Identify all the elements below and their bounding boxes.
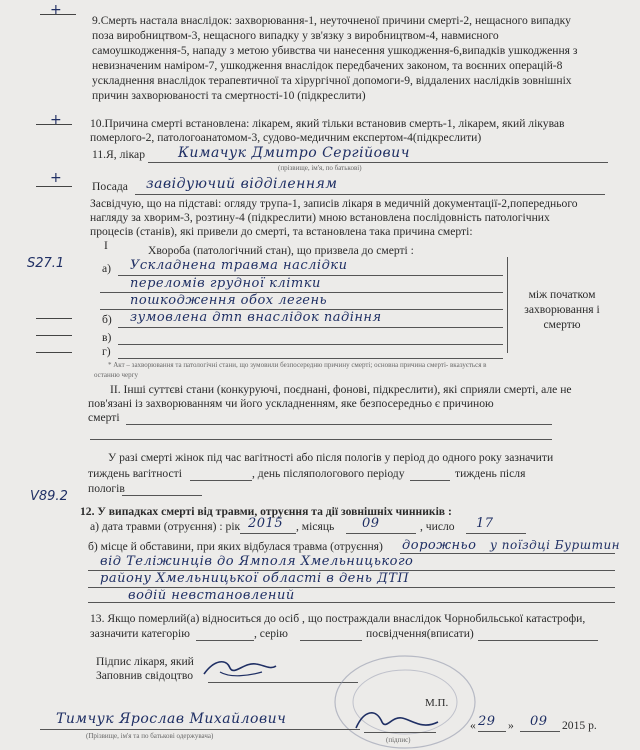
doctor-signature-label: Підпис лікаря, який — [96, 655, 194, 668]
injury-place-handwritten: у поїздці Бурштин — [490, 538, 621, 552]
roman-two-line: ІІ. Інші суттєві стани (конкуруючі, поєднані, фонові, підкреслити), які сприяли смерті, але не — [110, 383, 572, 396]
item10-line: 10.Причина смерті встановлена: лікарем, який тільки встановив смерть-1, лікарем, який лікував — [90, 117, 565, 130]
weeks-after-label: тиждень після — [455, 467, 526, 480]
injury-day-label: , число — [420, 520, 455, 533]
item9-line: самоушкодження-5, нападу з метою убивства чи нанесення ушкодження-6,випадків ушкодження з — [92, 44, 578, 57]
interval-column — [507, 257, 616, 353]
certify-line: Засвідчую, що на підставі: огляду трупа-1, записів лікаря в медичній документації-2,попереднього — [90, 197, 578, 210]
injury-day-handwritten: 17 — [476, 516, 494, 531]
cause-a-handwritten: переломів грудної клітки — [130, 276, 321, 291]
postpartum-day-line — [410, 480, 450, 481]
position-handwritten: завідуючий відділенням — [146, 176, 338, 192]
margin-dash — [36, 352, 72, 353]
margin-check-mark: + — [50, 170, 62, 186]
certify-line: нагляду за хворим-3, розтину-4 (підкреслити) мною встановлена послідовність патологічних — [90, 211, 550, 224]
roman-one: І — [104, 239, 108, 252]
margin-check-mark: + — [50, 2, 62, 18]
item13-category-line — [196, 640, 254, 641]
item9-line: 9.Смерть настала внаслідок: захворювання-1, неуточненої причини смерті-2, нещасного випадку — [92, 14, 571, 27]
injury-year-handwritten: 2015 — [248, 516, 284, 531]
injury-place-label: б) місце й обставини, при яких відбулася травма (отруєння) — [88, 540, 383, 553]
date-day-line — [478, 731, 506, 732]
margin-dash — [36, 335, 72, 336]
item12-title: 12. У випадках смерті від травми, отруєння та дії зовнішніх чинників : — [80, 505, 452, 518]
date-year: 2015 р. — [562, 719, 597, 732]
pregnancy-weeks-label: тиждень вагітності — [88, 467, 182, 480]
date-month-handwritten: 09 — [530, 714, 548, 729]
injury-place-handwritten: дорожньо — [402, 538, 477, 553]
cause-v-line — [118, 344, 503, 345]
injury-day-line — [466, 533, 526, 534]
position-label: Посада — [92, 180, 128, 193]
item9-line: ускладнення внаслідок терапевтичної та хірургічної допомоги-9, віддалених наслідків зовнішніх — [92, 74, 572, 87]
cause-g-line — [118, 358, 503, 359]
item9-line: невизначеним наміром-7, ушкодження внаслідок передбачених законом, та воєнних операцій-8 — [92, 59, 563, 72]
cause-a-label: а) — [102, 262, 112, 275]
icd-code-mark: V89.2 — [30, 489, 68, 504]
pregnancy-weeks-line — [190, 480, 252, 481]
injury-month-handwritten: 09 — [362, 516, 380, 531]
item13-certificate-label: посвідчення(вписати) — [366, 627, 474, 640]
cause-g-label: г) — [102, 345, 111, 358]
item10-line: померлого-2, патологоанатомом-3, судово-медичним експертом-4(підкреслити) — [90, 131, 482, 144]
injury-date-label: а) дата травми (отруєння) : рік — [90, 520, 241, 533]
signature-caption: (підпис) — [386, 736, 411, 744]
doctor-name-line — [148, 162, 608, 163]
other-conditions-line — [126, 424, 552, 425]
recipient-name-caption: (Прізвище, ім'я та по батькові одержувача) — [86, 732, 214, 740]
margin-dash — [36, 186, 72, 187]
interval-label: захворювання і — [524, 303, 600, 316]
roman-two-line: смерті — [88, 411, 120, 424]
injury-place-handwritten: водій невстановлений — [128, 588, 295, 603]
margin-dash — [40, 14, 76, 15]
certify-line: процесів (станів), які привели до смерті, та встановлена така причина смерті: — [90, 225, 473, 238]
doctor-signature-label: Заповнив свідоцтво — [96, 669, 194, 682]
item13-series-label: , серію — [254, 627, 288, 640]
cause-b-label: б) — [102, 313, 112, 326]
margin-dash — [36, 124, 72, 125]
doctor-label: 11.Я, лікар — [92, 148, 145, 161]
cause-a-handwritten: Ускладнена травма наслідки — [130, 258, 348, 273]
item13-series-line — [300, 640, 362, 641]
injury-place-handwritten: району Хмельницької області в день ДТП — [100, 571, 410, 586]
doctor-signature-icon — [200, 652, 280, 682]
cause-b-line — [118, 327, 503, 328]
item9-line: причин захворюваності та смертності-10 (підкреслити) — [92, 89, 366, 102]
icd-code-mark: S27.1 — [27, 256, 65, 271]
footnote: * Акт – захворювання та патологічні стани, що зумовили безпосередню причину смерті; основна причина смерті- вказується в — [108, 361, 487, 369]
date-day-handwritten: 29 — [478, 714, 496, 729]
margin-dash — [36, 318, 72, 319]
recipient-name-line — [40, 729, 360, 730]
footnote: останню чергу — [94, 371, 139, 379]
disease-label: Хвороба (патологічний стан), що призвела до смерті : — [148, 244, 414, 257]
item13-certificate-line — [478, 640, 598, 641]
item13-category-label: зазначити категорію — [90, 627, 190, 640]
item13-line: 13. Якщо померлий(а) відноситься до осіб , що постраждали внаслідок Чорнобильської катастрофи, — [90, 612, 586, 625]
margin-check-mark: + — [50, 112, 62, 128]
injury-place-line — [400, 553, 615, 554]
cause-v-label: в) — [102, 331, 112, 344]
item9-line: поза виробництвом-3, нещасного випадку у зв'язку з виробництвом-4, навмисного — [92, 29, 499, 42]
doctor-name-caption: (прізвище, ім'я, по батькові) — [278, 164, 362, 172]
interval-label: смертю — [543, 318, 581, 331]
recipient-signature-line — [364, 732, 436, 733]
other-conditions-line — [90, 439, 552, 440]
position-line — [135, 194, 605, 195]
injury-place-handwritten: від Теліжинців до Ямполя Хмельницького — [100, 554, 414, 569]
pregnancy-line: У разі смерті жінок під час вагітності або після пологів у період до одного року зазначити — [108, 451, 554, 464]
injury-month-line — [346, 533, 416, 534]
roman-two-line: пов'язані із захворюванням чи його ускладненням, яке безпосередньо є причиною — [88, 397, 494, 410]
recipient-name-handwritten: Тимчук Ярослав Михайлович — [56, 711, 287, 727]
cause-b-handwritten: зумовлена дтп внаслідок падіння — [130, 310, 382, 325]
cause-a-handwritten: пошкодження обох легень — [130, 293, 328, 308]
birth-line — [122, 495, 202, 496]
date-month-line — [520, 731, 560, 732]
birth-label: пологів — [88, 482, 125, 495]
postpartum-day-label: , день післяпологового періоду — [252, 467, 405, 480]
injury-month-label: , місяць — [296, 520, 335, 533]
stamp-place-label: М.П. — [425, 697, 449, 709]
injury-year-line — [240, 533, 296, 534]
interval-label: між початком — [528, 288, 596, 301]
doctor-name-handwritten: Кимачук Дмитро Сергійович — [178, 145, 410, 161]
date-quote: » — [508, 719, 514, 732]
date-quote: « — [470, 719, 476, 732]
